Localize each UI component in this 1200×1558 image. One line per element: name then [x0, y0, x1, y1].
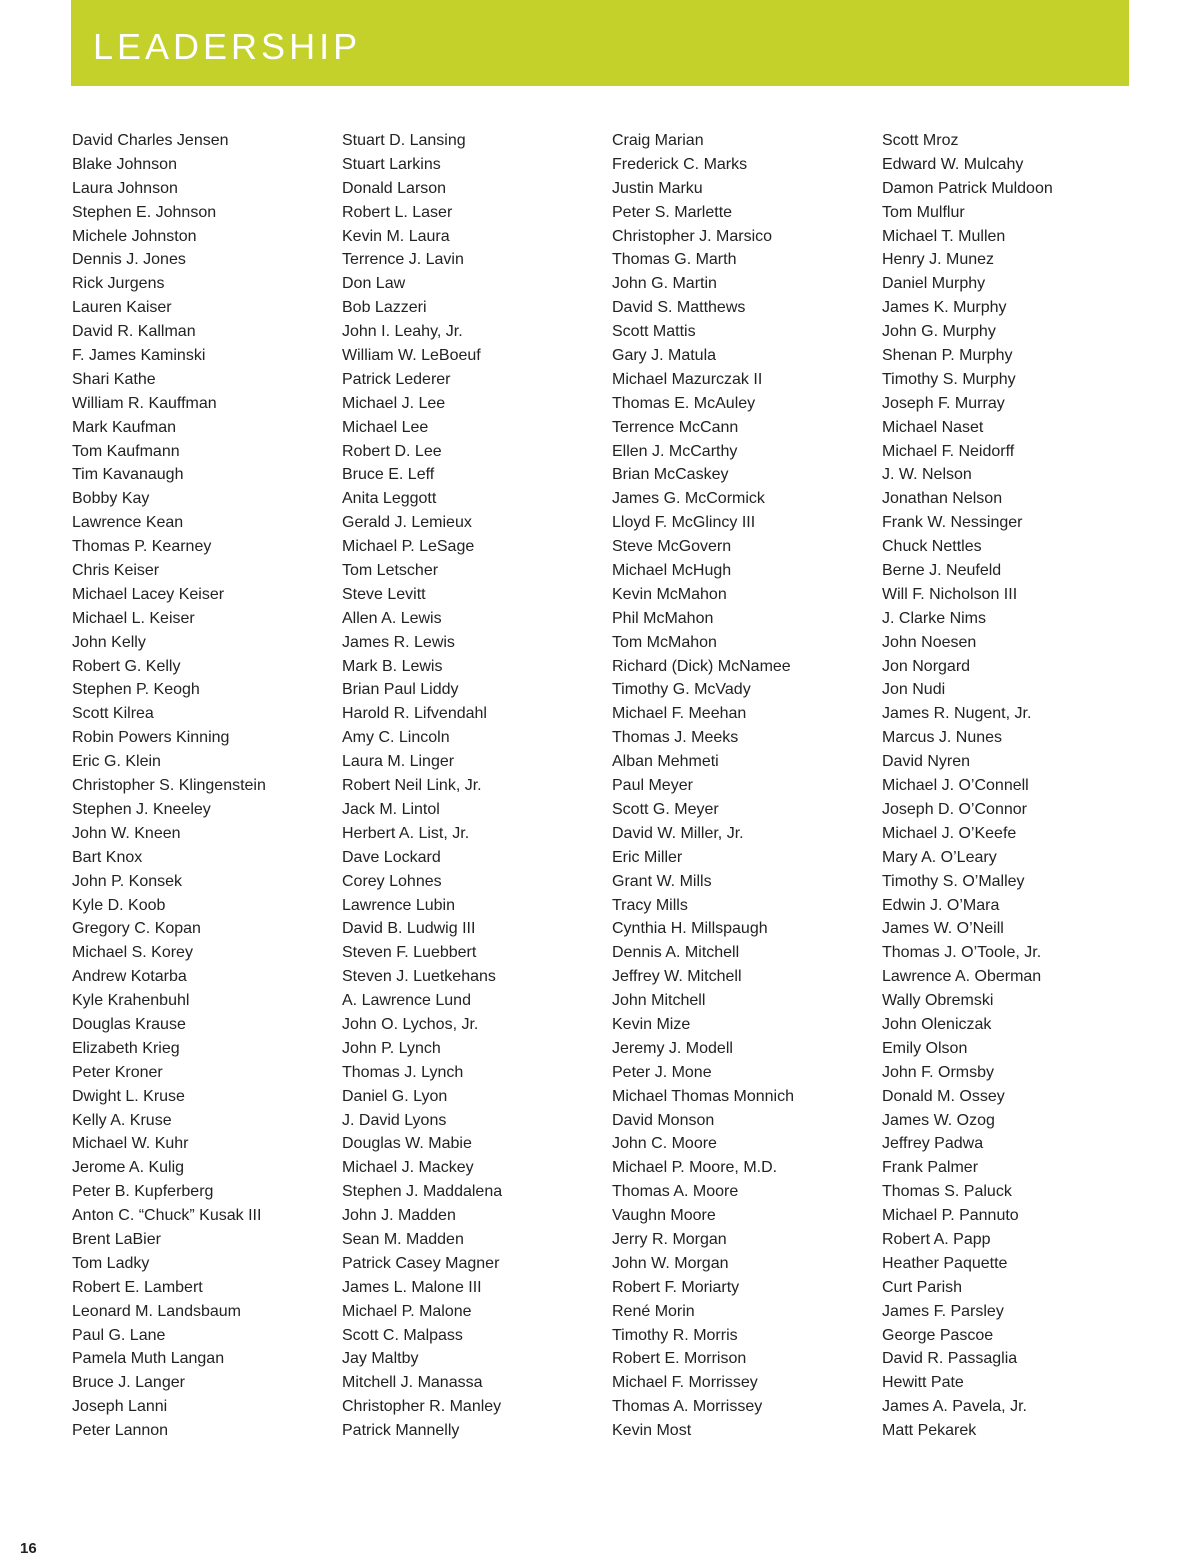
name-entry: Pamela Muth Langan: [72, 1350, 225, 1368]
name-entry: Jay Maltby: [342, 1350, 419, 1368]
name-entry: Henry J. Munez: [882, 251, 995, 269]
name-entry: Craig Marian: [612, 132, 704, 149]
name-entry: Kyle D. Koob: [72, 896, 166, 914]
name-entry: Vaughn Moore: [612, 1207, 716, 1225]
name-entry: Lawrence Kean: [72, 514, 184, 532]
name-entry: Dennis J. Jones: [72, 251, 186, 269]
name-entry: Frank Palmer: [882, 1159, 979, 1177]
name-entry: Mark B. Lewis: [342, 657, 443, 675]
name-entry: Laura Johnson: [72, 179, 178, 197]
name-entry: Tracy Mills: [612, 896, 688, 914]
name-entry: Lauren Kaiser: [72, 299, 172, 317]
name-entry: Jerome A. Kulig: [72, 1159, 185, 1177]
name-entry: Thomas S. Paluck: [882, 1183, 1012, 1201]
name-entry: Leonard M. Landsbaum: [72, 1302, 241, 1320]
name-entry: Peter J. Mone: [612, 1063, 712, 1081]
name-entry: Terrence McCann: [612, 418, 739, 436]
name-entry: Peter S. Marlette: [612, 203, 733, 221]
name-entry: Peter B. Kupferberg: [72, 1183, 214, 1201]
name-entry: David R. Passaglia: [882, 1350, 1018, 1368]
name-entry: Timothy S. Murphy: [882, 370, 1016, 388]
name-entry: Paul G. Lane: [72, 1326, 166, 1344]
name-entry: Robert G. Kelly: [72, 657, 181, 675]
name-entry: Shari Kathe: [72, 370, 156, 388]
name-entry: Kevin Mize: [612, 1015, 691, 1033]
name-entry: James L. Malone III: [342, 1278, 482, 1296]
name-entry: Brent LaBier: [72, 1230, 161, 1248]
name-entry: Joseph Lanni: [72, 1398, 168, 1416]
name-entry: Tom Kaufmann: [72, 442, 180, 460]
name-entry: John O. Lychos, Jr.: [342, 1015, 479, 1033]
name-entry: John J. Madden: [342, 1207, 456, 1225]
name-entry: Michael F. Morrissey: [612, 1374, 758, 1392]
name-entry: Tom Ladky: [72, 1254, 150, 1272]
name-entry: Jeremy J. Modell: [612, 1039, 733, 1057]
name-entry: Thomas A. Moore: [612, 1183, 739, 1201]
name-entry: Emily Olson: [882, 1039, 968, 1057]
name-entry: James K. Murphy: [882, 299, 1007, 317]
name-entry: Alban Mehmeti: [612, 753, 719, 771]
name-entry: James R. Lewis: [342, 633, 455, 651]
name-entry: Michael S. Korey: [72, 944, 193, 962]
name-entry: David W. Miller, Jr.: [612, 824, 744, 842]
name-entry: Allen A. Lewis: [342, 609, 442, 627]
name-entry: Curt Parish: [882, 1278, 963, 1296]
header-banner: [71, 0, 1129, 86]
name-entry: Robin Powers Kinning: [72, 729, 230, 747]
name-entry: James W. O’Neill: [882, 920, 1004, 938]
name-entry: Chuck Nettles: [882, 538, 982, 556]
name-entry: Elizabeth Krieg: [72, 1039, 180, 1057]
name-entry: Paul Meyer: [612, 777, 693, 795]
name-entry: Scott Mroz: [882, 132, 959, 149]
name-entry: Mark Kaufman: [72, 418, 177, 436]
name-entry: Robert E. Lambert: [72, 1278, 203, 1296]
name-entry: David Charles Jensen: [72, 132, 229, 149]
name-entry: Cynthia H. Millspaugh: [612, 920, 768, 938]
name-entry: Stuart D. Lansing: [342, 132, 466, 149]
name-entry: J. Clarke Nims: [882, 609, 987, 627]
name-entry: Kyle Krahenbuhl: [72, 992, 190, 1010]
name-entry: Michael J. O’Keefe: [882, 824, 1017, 842]
name-entry: Michael P. Pannuto: [882, 1207, 1019, 1225]
name-entry: Stephen E. Johnson: [72, 203, 217, 221]
name-entry: David Monson: [612, 1111, 715, 1129]
name-entry: Lawrence A. Oberman: [882, 968, 1042, 986]
name-entry: John P. Konsek: [72, 872, 183, 890]
name-entry: Patrick Mannelly: [342, 1422, 460, 1440]
name-entry: Bruce J. Langer: [72, 1374, 185, 1392]
name-entry: Corey Lohnes: [342, 872, 442, 890]
name-entry: Kevin M. Laura: [342, 227, 450, 245]
name-entry: Rick Jurgens: [72, 275, 165, 293]
name-entry: John F. Ormsby: [882, 1063, 995, 1081]
name-entry: Donald Larson: [342, 179, 447, 197]
page-number: 16: [20, 1540, 37, 1557]
name-entry: Dennis A. Mitchell: [612, 944, 740, 962]
name-column-3: [612, 129, 872, 1443]
name-entry: James A. Pavela, Jr.: [882, 1398, 1027, 1416]
name-entry: John C. Moore: [612, 1135, 717, 1153]
name-entry: William W. LeBoeuf: [342, 347, 481, 365]
name-entry: Gerald J. Lemieux: [342, 514, 472, 532]
name-entry: James F. Parsley: [882, 1302, 1004, 1320]
name-entry: John Mitchell: [612, 992, 706, 1010]
name-entry: Wally Obremski: [882, 992, 994, 1010]
name-entry: Amy C. Lincoln: [342, 729, 450, 747]
name-entry: Scott Kilrea: [72, 705, 154, 723]
name-entry: Mitchell J. Manassa: [342, 1374, 483, 1392]
name-entry: Dave Lockard: [342, 848, 441, 866]
name-entry: Michael L. Keiser: [72, 609, 195, 627]
name-entry: Tom Letscher: [342, 562, 439, 580]
name-entry: Stephen J. Kneeley: [72, 800, 211, 818]
name-entry: J. David Lyons: [342, 1111, 447, 1129]
name-entry: Matt Pekarek: [882, 1422, 977, 1440]
name-entry: Justin Marku: [612, 179, 703, 197]
name-entry: John W. Morgan: [612, 1254, 729, 1272]
name-entry: Jack M. Lintol: [342, 800, 440, 818]
name-entry: David Nyren: [882, 753, 971, 771]
name-entry: Michael P. Moore, M.D.: [612, 1159, 778, 1177]
name-column-4: [882, 129, 1142, 1443]
name-entry: Gregory C. Kopan: [72, 920, 201, 938]
name-entry: Dwight L. Kruse: [72, 1087, 185, 1105]
name-entry: Robert D. Lee: [342, 442, 442, 460]
name-entry: Harold R. Lifvendahl: [342, 705, 487, 723]
name-entry: Michael McHugh: [612, 562, 732, 580]
name-entry: Edwin J. O’Mara: [882, 896, 1000, 914]
name-entry: Jonathan Nelson: [882, 490, 1003, 508]
name-entry: Thomas J. Meeks: [612, 729, 739, 747]
name-entry: John G. Murphy: [882, 323, 996, 341]
name-entry: Steve Levitt: [342, 585, 426, 603]
name-entry: Eric G. Klein: [72, 753, 161, 771]
name-entry: Robert E. Morrison: [612, 1350, 747, 1368]
name-entry: Hewitt Pate: [882, 1374, 964, 1392]
name-entry: John G. Martin: [612, 275, 717, 293]
name-entry: Lloyd F. McGlincy III: [612, 514, 756, 532]
name-entry: Joseph D. O’Connor: [882, 800, 1027, 818]
name-entry: Berne J. Neufeld: [882, 562, 1002, 580]
name-entry: Donald M. Ossey: [882, 1087, 1005, 1105]
name-entry: Lawrence Lubin: [342, 896, 455, 914]
name-entry: Peter Kroner: [72, 1063, 163, 1081]
name-entry: Michael P. LeSage: [342, 538, 475, 556]
name-entry: George Pascoe: [882, 1326, 994, 1344]
name-entry: Timothy G. McVady: [612, 681, 751, 699]
name-entry: Brian Paul Liddy: [342, 681, 459, 699]
name-entry: Michele Johnston: [72, 227, 197, 245]
name-entry: Michael Lee: [342, 418, 429, 436]
name-entry: Frank W. Nessinger: [882, 514, 1023, 532]
name-entry: Thomas G. Marth: [612, 251, 737, 269]
name-entry: Jon Nudi: [882, 681, 946, 699]
name-entry: Bob Lazzeri: [342, 299, 427, 317]
name-entry: John P. Lynch: [342, 1039, 441, 1057]
name-entry: Stephen J. Maddalena: [342, 1183, 503, 1201]
name-entry: Thomas P. Kearney: [72, 538, 212, 556]
name-entry: Scott G. Meyer: [612, 800, 719, 818]
name-entry: Brian McCaskey: [612, 466, 729, 484]
name-entry: Frederick C. Marks: [612, 155, 748, 173]
name-entry: Timothy R. Morris: [612, 1326, 738, 1344]
name-entry: Kevin Most: [612, 1422, 692, 1440]
name-entry: Robert A. Papp: [882, 1230, 991, 1248]
name-entry: Terrence J. Lavin: [342, 251, 464, 269]
name-entry: Michael Thomas Monnich: [612, 1087, 795, 1105]
name-entry: Tom Mulflur: [882, 203, 965, 221]
name-entry: Michael Naset: [882, 418, 984, 436]
name-entry: Steven J. Luetkehans: [342, 968, 496, 986]
page-title: LEADERSHIP: [93, 26, 362, 67]
name-entry: John W. Kneen: [72, 824, 181, 842]
name-entry: John Kelly: [72, 633, 146, 651]
name-entry: Douglas W. Mabie: [342, 1135, 472, 1153]
name-entry: Will F. Nicholson III: [882, 585, 1018, 603]
name-entry: Robert F. Moriarty: [612, 1278, 740, 1296]
name-entry: A. Lawrence Lund: [342, 992, 471, 1010]
name-entry: Michael Mazurczak II: [612, 370, 763, 388]
name-column-1: [72, 129, 332, 1443]
name-entry: Bart Knox: [72, 848, 143, 866]
name-entry: David B. Ludwig III: [342, 920, 476, 938]
name-entry: James R. Nugent, Jr.: [882, 705, 1032, 723]
name-entry: Robert Neil Link, Jr.: [342, 777, 482, 795]
name-entry: Steve McGovern: [612, 538, 732, 556]
name-entry: Don Law: [342, 275, 406, 293]
name-entry: Blake Johnson: [72, 155, 177, 173]
name-entry: Daniel G. Lyon: [342, 1087, 448, 1105]
name-entry: Jon Norgard: [882, 657, 971, 675]
name-entry: Steven F. Luebbert: [342, 944, 477, 962]
name-entry: Michael T. Mullen: [882, 227, 1006, 245]
name-entry: Mary A. O’Leary: [882, 848, 997, 866]
name-entry: Robert L. Laser: [342, 203, 453, 221]
name-entry: Peter Lannon: [72, 1422, 169, 1440]
name-entry: Eric Miller: [612, 848, 683, 866]
name-entry: Anita Leggott: [342, 490, 437, 508]
name-entry: Michael J. O’Connell: [882, 777, 1029, 795]
name-entry: Joseph F. Murray: [882, 394, 1005, 412]
name-entry: Ellen J. McCarthy: [612, 442, 738, 460]
name-entry: Laura M. Linger: [342, 753, 455, 771]
name-entry: Michael F. Meehan: [612, 705, 747, 723]
name-entry: David R. Kallman: [72, 323, 196, 341]
name-entry: Grant W. Mills: [612, 872, 712, 890]
name-entry: Thomas J. Lynch: [342, 1063, 464, 1081]
name-entry: Bruce E. Leff: [342, 466, 435, 484]
name-entry: Christopher R. Manley: [342, 1398, 502, 1416]
name-entry: Michael J. Mackey: [342, 1159, 474, 1177]
name-entry: Marcus J. Nunes: [882, 729, 1003, 747]
name-entry: Kelly A. Kruse: [72, 1111, 172, 1129]
name-entry: Michael F. Neidorff: [882, 442, 1015, 460]
name-entry: René Morin: [612, 1302, 695, 1320]
name-entry: Shenan P. Murphy: [882, 347, 1013, 365]
name-entry: John Oleniczak: [882, 1015, 992, 1033]
name-entry: Heather Paquette: [882, 1254, 1008, 1272]
name-entry: David S. Matthews: [612, 299, 746, 317]
name-entry: Timothy S. O’Malley: [882, 872, 1025, 890]
name-entry: Andrew Kotarba: [72, 968, 187, 986]
name-entry: Anton C. “Chuck” Kusak III: [72, 1207, 262, 1225]
name-entry: Christopher S. Klingenstein: [72, 777, 266, 795]
name-entry: Edward W. Mulcahy: [882, 155, 1024, 173]
name-entry: Daniel Murphy: [882, 275, 986, 293]
name-entry: Jeffrey W. Mitchell: [612, 968, 742, 986]
name-entry: Michael P. Malone: [342, 1302, 472, 1320]
name-entry: William R. Kauffman: [72, 394, 217, 412]
name-entry: John I. Leahy, Jr.: [342, 323, 463, 341]
name-entry: Michael J. Lee: [342, 394, 446, 412]
name-column-2: [342, 129, 602, 1443]
name-entry: Sean M. Madden: [342, 1230, 464, 1248]
name-entry: Tom McMahon: [612, 633, 717, 651]
name-entry: Stuart Larkins: [342, 155, 441, 173]
name-entry: Douglas Krause: [72, 1015, 186, 1033]
name-entry: Christopher J. Marsico: [612, 227, 773, 245]
name-entry: Richard (Dick) McNamee: [612, 657, 791, 675]
name-entry: James W. Ozog: [882, 1111, 995, 1129]
name-entry: Thomas E. McAuley: [612, 394, 756, 412]
name-entry: Stephen P. Keogh: [72, 681, 200, 699]
name-entry: Damon Patrick Muldoon: [882, 179, 1053, 197]
name-entry: Thomas J. O’Toole, Jr.: [882, 944, 1042, 962]
name-entry: Phil McMahon: [612, 609, 714, 627]
name-entry: Thomas A. Morrissey: [612, 1398, 763, 1416]
name-entry: Patrick Lederer: [342, 370, 451, 388]
name-entry: Patrick Casey Magner: [342, 1254, 500, 1272]
name-entry: John Noesen: [882, 633, 977, 651]
name-entry: F. James Kaminski: [72, 347, 206, 365]
name-entry: Gary J. Matula: [612, 347, 717, 365]
name-entry: Scott Mattis: [612, 323, 696, 341]
name-entry: Herbert A. List, Jr.: [342, 824, 470, 842]
name-entry: Chris Keiser: [72, 562, 160, 580]
name-entry: Bobby Kay: [72, 490, 150, 508]
name-entry: James G. McCormick: [612, 490, 765, 508]
name-entry: Michael Lacey Keiser: [72, 585, 225, 603]
name-entry: Scott C. Malpass: [342, 1326, 463, 1344]
name-entry: Tim Kavanaugh: [72, 466, 184, 484]
name-entry: Jerry R. Morgan: [612, 1230, 727, 1248]
name-entry: J. W. Nelson: [882, 466, 972, 484]
name-entry: Michael W. Kuhr: [72, 1135, 189, 1153]
name-entry: Jeffrey Padwa: [882, 1135, 984, 1153]
name-entry: Kevin McMahon: [612, 585, 727, 603]
